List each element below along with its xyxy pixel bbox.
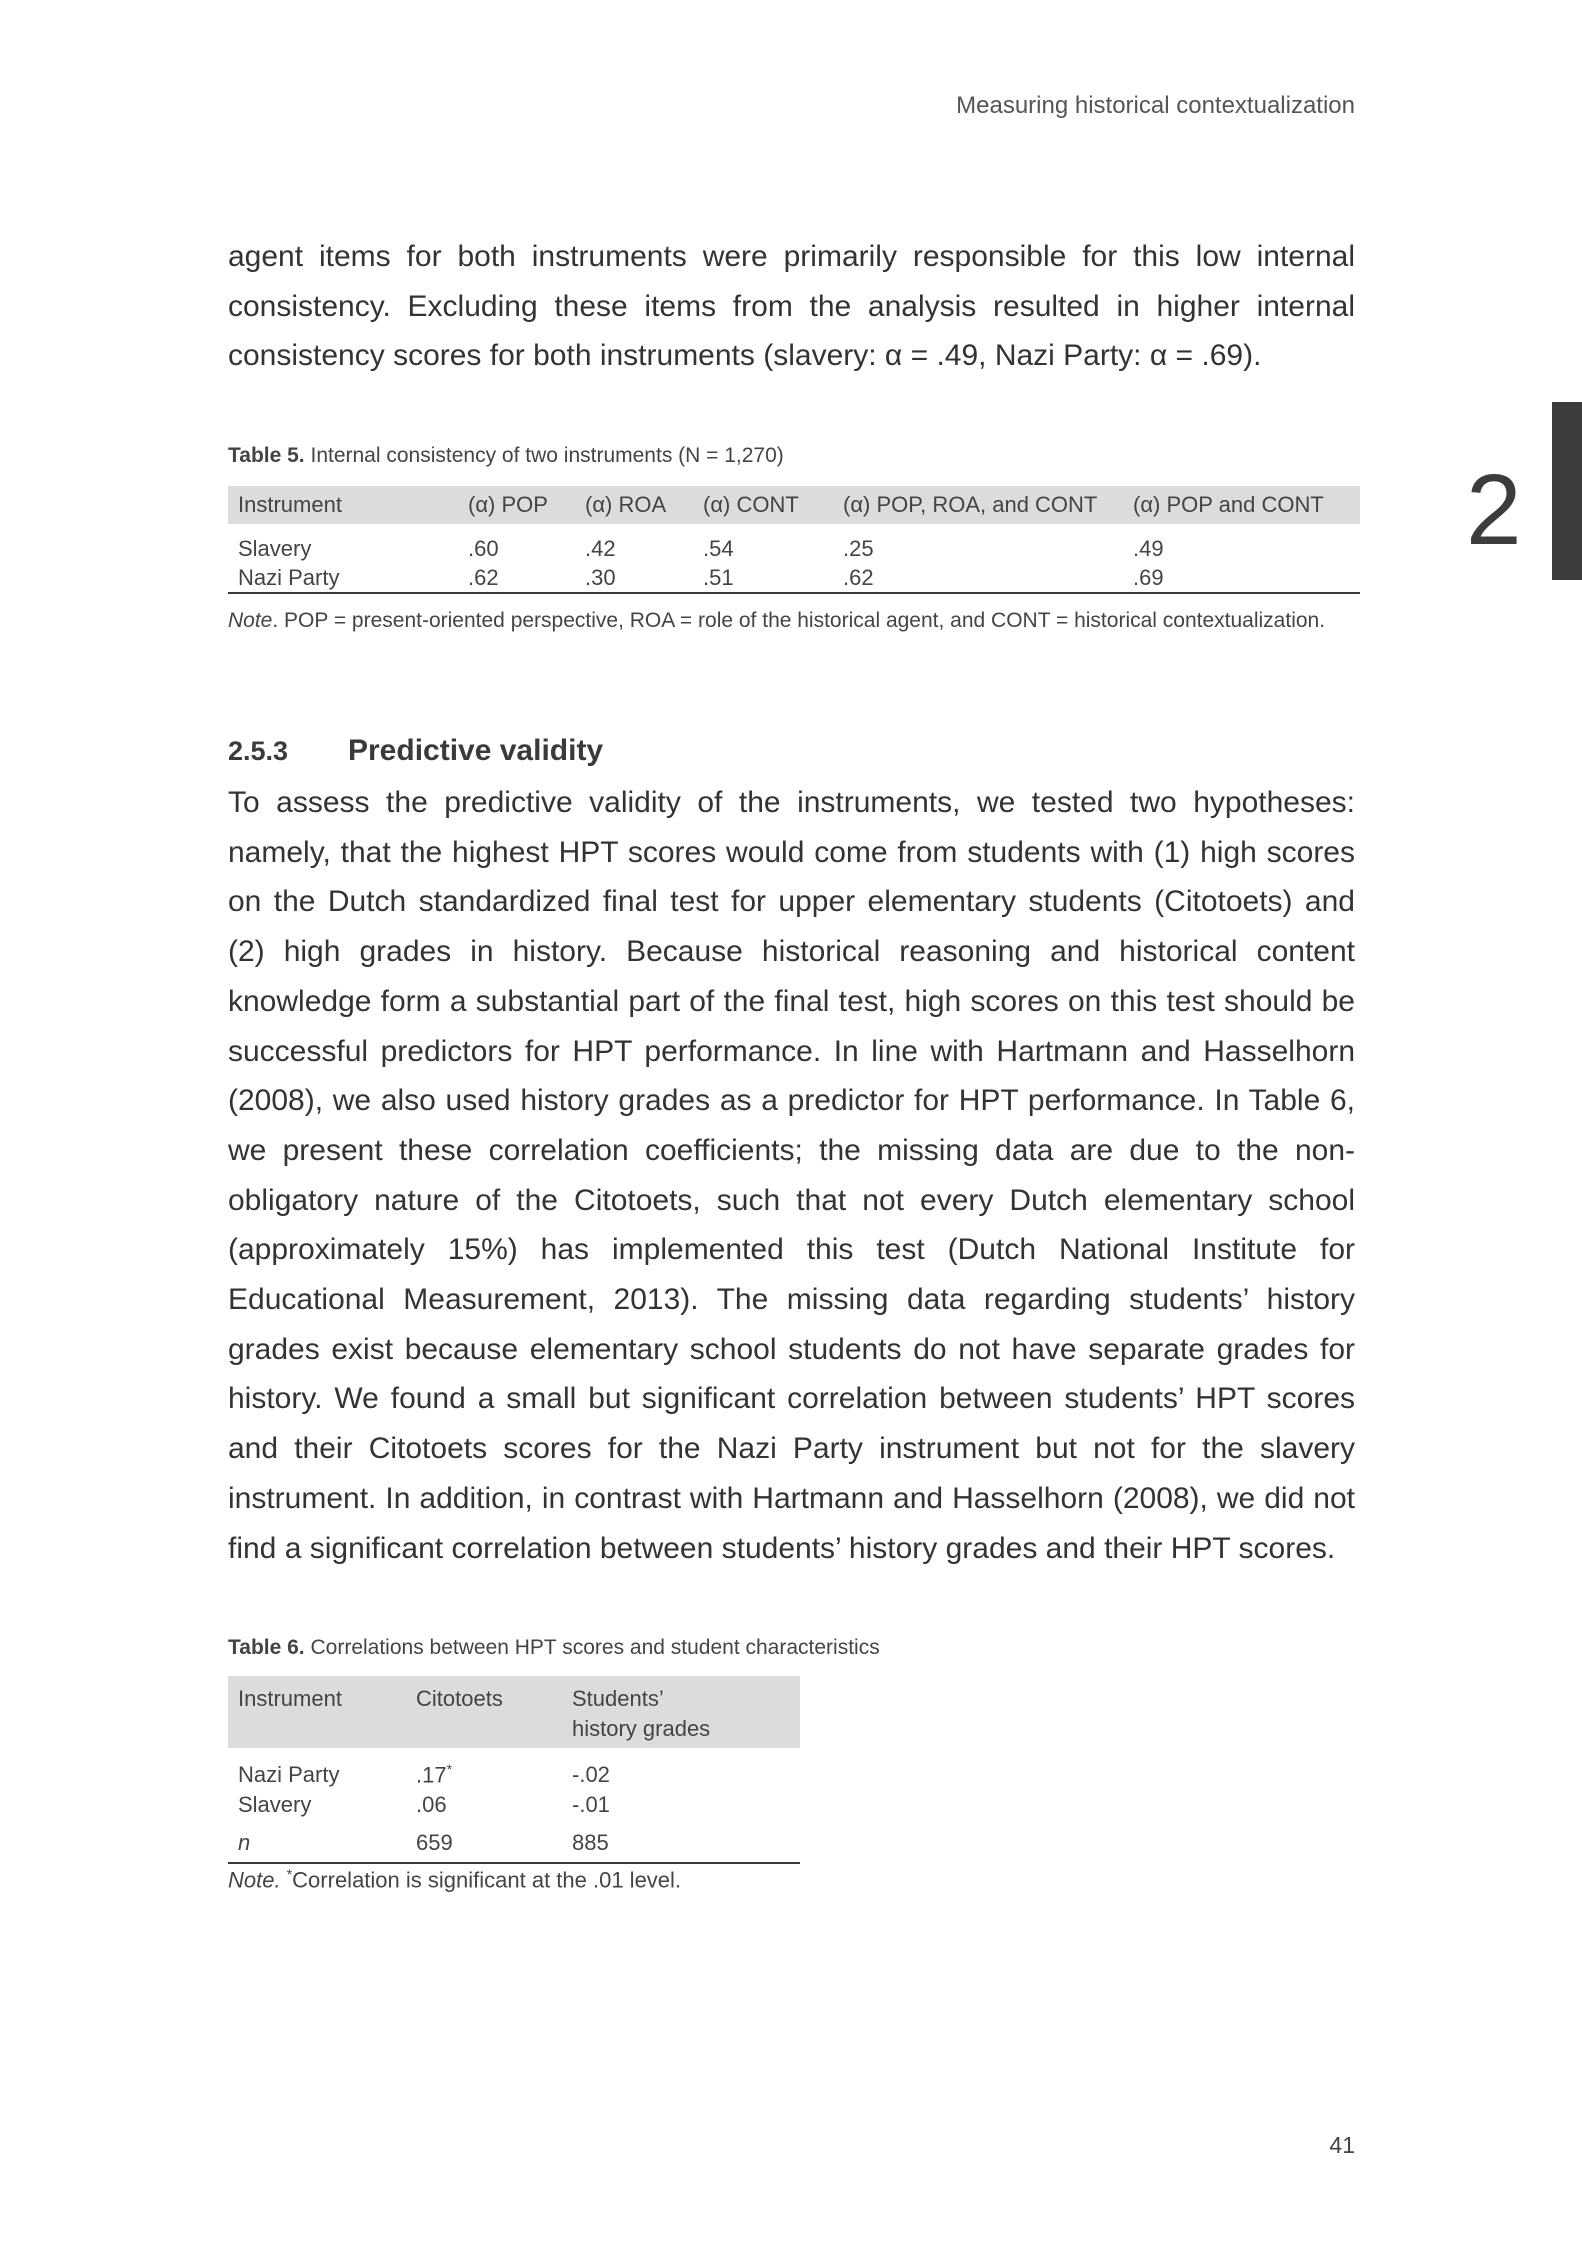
table5-header-cell: Instrument — [228, 486, 458, 524]
table6-note-label: Note. — [228, 1867, 281, 1893]
table-row — [228, 1748, 800, 1790]
running-head: Measuring historical contextualization — [956, 92, 1355, 119]
table5-header-cell: (α) POP, ROA, and CONT — [833, 486, 1123, 524]
table5-note-label: Note — [228, 609, 273, 632]
table-cell: .06 — [416, 1792, 447, 1817]
table-cell: .51 — [693, 564, 833, 593]
table5-label: Table 5. — [228, 444, 305, 467]
table6-header-line: history grades — [572, 1716, 711, 1741]
table6-header-cell — [562, 1676, 800, 1748]
table5-title: Internal consistency of two instruments (N = 1,270) — [310, 444, 784, 467]
table5-note-text: . POP = present-oriented perspective, ROA = role of the historical agent, and CONT = historical contextualization. — [272, 609, 1326, 632]
chapter-number: 2 — [1466, 454, 1522, 566]
table6-header-cell: Instrument — [228, 1676, 406, 1748]
table-cell: 659 — [406, 1820, 562, 1863]
table5-header-cell: (α) POP and CONT — [1123, 486, 1360, 524]
table-cell: .30 — [575, 564, 693, 593]
table-cell: .60 — [468, 536, 499, 561]
table-cell: .62 — [833, 564, 1123, 593]
table6-header-row — [228, 1676, 800, 1748]
intro-paragraph: agent items for both instruments were primarily responsible for this low internal consistency. Excluding these items from the analysis resulted in higher internal consistency scores for both instruments (slavery: α = .49, Nazi Party: α = .69). — [228, 240, 1355, 373]
table-cell — [406, 1748, 562, 1790]
table6-caption — [228, 1636, 1355, 1660]
table5-header-cell: (α) POP — [458, 486, 575, 524]
table-row — [228, 524, 1360, 564]
n-label: n — [238, 1830, 251, 1855]
page-number: 41 — [1329, 2132, 1355, 2158]
table-row — [228, 564, 1360, 593]
table-cell: .42 — [585, 536, 616, 561]
table5-header-cell: (α) ROA — [575, 486, 693, 524]
table-cell — [228, 1820, 406, 1863]
table5-caption — [228, 444, 1355, 468]
table-cell: Nazi Party — [238, 1762, 340, 1787]
table-cell: .49 — [1133, 536, 1164, 561]
section-heading — [228, 734, 1355, 768]
chapter-tab-marker — [1552, 402, 1582, 580]
table-row — [228, 1790, 800, 1820]
section-number: 2.5.3 — [228, 736, 289, 766]
table-cell: -.01 — [572, 1792, 610, 1817]
table-cell: .62 — [458, 564, 575, 593]
table-cell: Nazi Party — [228, 564, 458, 593]
table6 — [228, 1676, 800, 1864]
table6-title: Correlations between HPT scores and student characteristics — [310, 1636, 880, 1659]
table-cell: -.02 — [572, 1762, 610, 1787]
table6-header-line: Students’ — [572, 1686, 664, 1711]
table6-header-cell: Citotoets — [406, 1676, 562, 1748]
table5 — [228, 486, 1360, 594]
note-mark: * — [286, 1866, 293, 1882]
table-cell: .54 — [703, 536, 734, 561]
table5-header-row — [228, 486, 1360, 524]
table5-note — [228, 604, 1355, 637]
table-cell: .25 — [843, 536, 874, 561]
table-row — [228, 1820, 800, 1863]
body-paragraph: To assess the predictive validity of the instruments, we tested two hypotheses: namely, that the highest HPT scores would come from students with (1) high scores on the Dutch standardized final test for upper elementary students (Citotoets) and (2) high grades in history. Because historical reasoning and historical content knowledge form a substantial part of the final test, high scores on this test should be successful predictors for HPT performance. In line with Hartmann and Hasselhorn (2008), we also used history grades as a predictor for HPT performance. In Table 6, we present these correlation coefficients; the missing data are due to the non-obligatory nature of the Citotoets, such that not every Dutch elementary school (approximately 15%) has implemented this test (Dutch National Institute for Educational Measurement, 2013). The missing data regarding students’ history grades exist because elementary school students do not have separate grades for history. We found a small but significant correlation between students’ HPT scores and their Citotoets scores for the Nazi Party instrument but not for the slavery instrument. In addition, in contrast with Hartmann and Hasselhorn (2008), we did not find a significant correlation between students’ history grades and their HPT scores. — [228, 786, 1355, 1565]
cell-value: .17 — [416, 1762, 447, 1788]
table6-note-text: Correlation is significant at the .01 level. — [292, 1867, 682, 1893]
table6-note — [228, 1866, 1355, 1893]
table-cell: Slavery — [238, 1792, 312, 1817]
table-cell: .69 — [1123, 564, 1360, 593]
table-cell: 885 — [562, 1820, 800, 1863]
section-title: Predictive validity — [348, 734, 604, 767]
table6-label: Table 6. — [228, 1636, 305, 1659]
table5-header-cell: (α) CONT — [693, 486, 833, 524]
significance-mark: * — [446, 1761, 453, 1778]
table-cell: Slavery — [238, 536, 312, 561]
